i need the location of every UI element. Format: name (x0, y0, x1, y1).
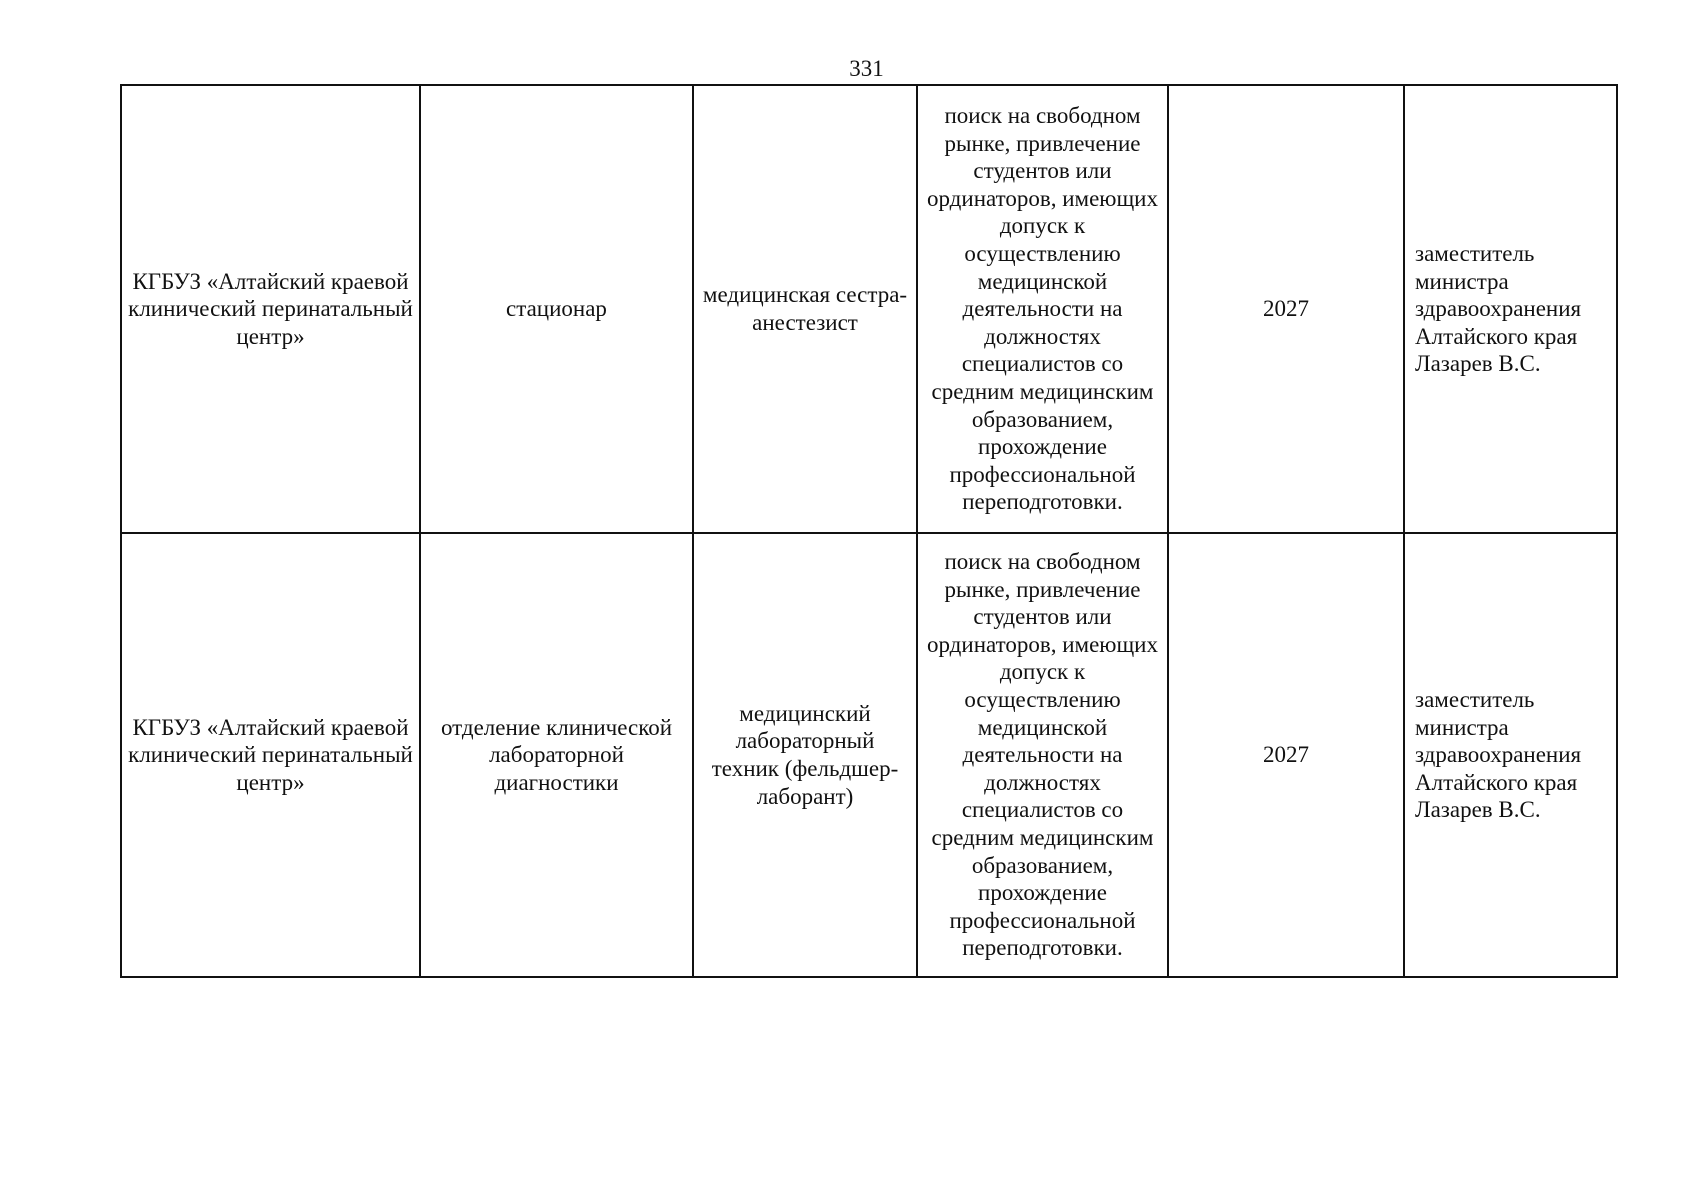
measures-cell (917, 533, 1168, 977)
organization-cell (121, 533, 420, 977)
organization-cell (121, 85, 420, 533)
position-cell (693, 533, 917, 977)
responsible-cell (1404, 85, 1617, 533)
responsible-cell (1404, 533, 1617, 977)
staffing-measures-table (120, 84, 1618, 978)
organization-text: КГБУЗ «Алтайский краевой клинический перинатальный центр» (128, 268, 413, 349)
table-row (121, 533, 1617, 977)
page-number: 331 (849, 56, 884, 81)
measures-text: поиск на свободном рынке, привлечение студентов или ординаторов, имеющих допуск к осуществлению медицинской деятельности на должностях специалистов со средним медицинским образованием, прохождение профессиональной переподготовки. (926, 549, 1158, 961)
position-text: медицинская сестра-анестезист (702, 282, 908, 335)
year-cell (1168, 533, 1404, 977)
table-row (121, 85, 1617, 533)
department-text: отделение клинической лабораторной диагностики (440, 714, 673, 795)
measures-cell (917, 85, 1168, 533)
position-text: медицинский лабораторный техник (фельдшер-лаборант) (711, 700, 899, 809)
responsible-text: заместитель министра здравоохранения Алтайского края Лазарев В.С. (1415, 687, 1582, 823)
responsible-text: заместитель министра здравоохранения Алтайского края Лазарев В.С. (1415, 241, 1582, 377)
position-cell (693, 85, 917, 533)
organization-text: КГБУЗ «Алтайский краевой клинический перинатальный центр» (128, 714, 413, 795)
department-cell (420, 85, 693, 533)
measures-text: поиск на свободном рынке, привлечение студентов или ординаторов, имеющих допуск к осуществлению медицинской деятельности на должностях специалистов со средним медицинским образованием, прохождение профессиональной переподготовки. (926, 103, 1158, 515)
department-cell (420, 533, 693, 977)
year-cell (1168, 85, 1404, 533)
department-text: стационар (506, 296, 607, 322)
year-text: 2027 (1263, 296, 1309, 322)
year-text: 2027 (1263, 742, 1309, 768)
